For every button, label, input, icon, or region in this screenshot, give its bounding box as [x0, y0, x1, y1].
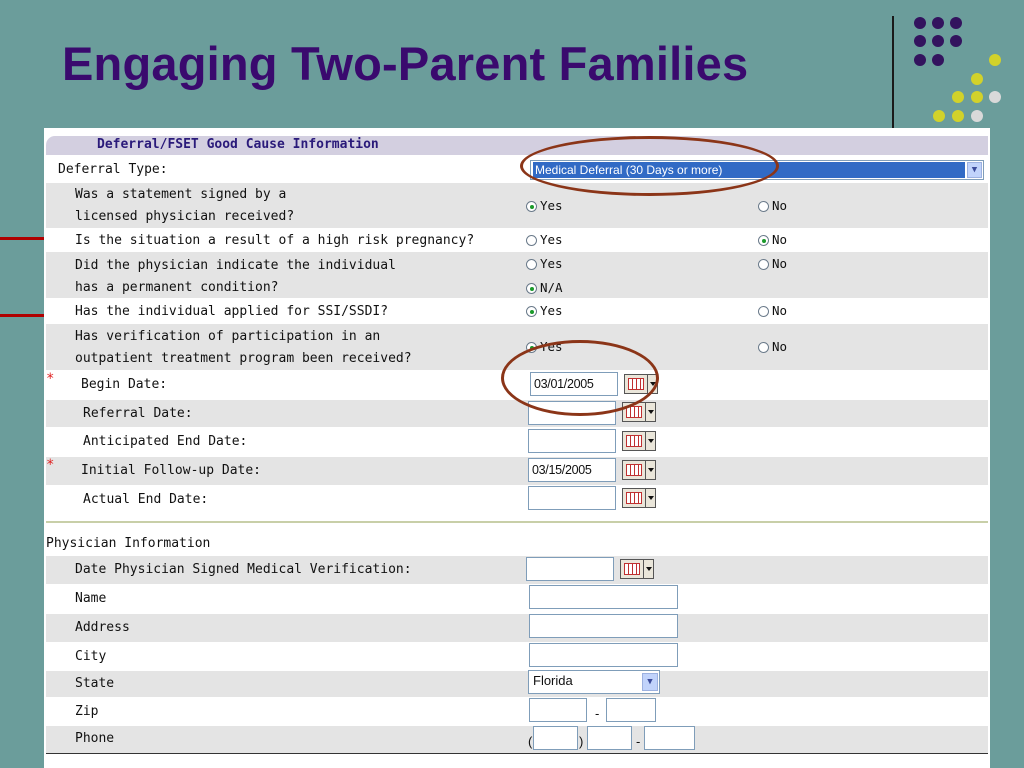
date-row-actual-end: [46, 486, 988, 514]
radio-na[interactable]: N/A: [526, 281, 563, 295]
calendar-icon[interactable]: [622, 460, 656, 480]
radio-no[interactable]: No: [758, 304, 787, 318]
date-row-referral: [46, 400, 988, 427]
field-label: Name: [75, 591, 107, 606]
radio-yes[interactable]: Yes: [526, 340, 563, 354]
referral-date-input[interactable]: [528, 401, 616, 425]
deferral-type-dropdown[interactable]: [530, 160, 984, 180]
date-label: Referral Date:: [83, 406, 193, 421]
physician-signed-date-input[interactable]: [526, 557, 614, 581]
question-label: outpatient treatment program been received?: [75, 351, 412, 366]
physician-phone-row: [46, 726, 988, 753]
question-row-outpatient: [46, 324, 988, 370]
radio-no[interactable]: No: [758, 340, 787, 354]
physician-zip-row: [46, 698, 988, 726]
field-label: Address: [75, 620, 130, 635]
state-value: Florida: [533, 673, 573, 688]
slide-title: Engaging Two-Parent Families: [62, 37, 749, 90]
deferral-type-value: Medical Deferral (30 Days or more): [533, 162, 965, 178]
phone-open-paren: (: [528, 734, 533, 749]
required-marker: *: [46, 457, 55, 473]
radio-yes[interactable]: Yes: [526, 257, 563, 271]
radio-yes[interactable]: Yes: [526, 304, 563, 318]
field-label: Date Physician Signed Medical Verification:: [75, 562, 412, 577]
question-label: has a permanent condition?: [75, 280, 279, 295]
state-select[interactable]: [528, 670, 660, 694]
calendar-icon[interactable]: [620, 559, 654, 579]
physician-city-row: [46, 643, 988, 671]
radio-empty-icon: [758, 306, 769, 317]
decorative-dot-pattern: [914, 17, 1014, 127]
radio-yes[interactable]: Yes: [526, 233, 563, 247]
question-row-permanent-condition: [46, 252, 988, 298]
radio-no[interactable]: No: [758, 199, 787, 213]
anticipated-end-date-input[interactable]: [528, 429, 616, 453]
question-row-pregnancy: [46, 229, 988, 251]
date-row-begin: [46, 371, 988, 399]
question-label: Has verification of participation in an: [75, 329, 381, 344]
phone-line-input[interactable]: [644, 726, 695, 750]
field-label: Zip: [75, 704, 99, 719]
physician-name-input[interactable]: [529, 585, 678, 609]
actual-end-date-input[interactable]: [528, 486, 616, 510]
question-label: Was a statement signed by a: [75, 187, 287, 202]
date-label: Begin Date:: [81, 377, 168, 392]
field-label: Phone: [75, 731, 115, 746]
physician-state-row: [46, 671, 988, 697]
radio-selected-icon: [526, 306, 537, 317]
physician-city-input[interactable]: [529, 643, 678, 667]
radio-selected-icon: [526, 201, 537, 212]
zip-separator: -: [595, 706, 600, 721]
zip-extension-input[interactable]: [606, 698, 656, 722]
deferral-type-label: Deferral Type:: [58, 162, 168, 177]
physician-address-input[interactable]: [529, 614, 678, 638]
radio-empty-icon: [526, 235, 537, 246]
form-bottom-border: [46, 753, 988, 754]
begin-date-input[interactable]: 03/01/2005: [530, 372, 618, 396]
field-label: State: [75, 676, 115, 691]
physician-signed-row: [46, 556, 988, 584]
physician-section-heading: Physician Information: [46, 536, 211, 551]
section-divider: [46, 521, 988, 523]
zip-input[interactable]: [529, 698, 587, 722]
radio-no[interactable]: No: [758, 233, 787, 247]
deferral-form: [44, 128, 990, 768]
section-title: Deferral/FSET Good Cause Information: [97, 137, 379, 152]
radio-selected-icon: [758, 235, 769, 246]
question-label: licensed physician received?: [75, 209, 295, 224]
phone-close-paren: ): [579, 734, 584, 749]
required-marker: *: [46, 371, 55, 387]
chevron-down-icon[interactable]: ▼: [967, 162, 982, 178]
radio-no[interactable]: No: [758, 257, 787, 271]
question-label: Has the individual applied for SSI/SSDI?: [75, 304, 389, 319]
calendar-icon[interactable]: [622, 488, 656, 508]
date-label: Initial Follow-up Date:: [81, 463, 262, 478]
question-row-physician-statement: [46, 183, 988, 228]
chevron-down-icon[interactable]: ▼: [642, 673, 658, 691]
radio-empty-icon: [758, 201, 769, 212]
radio-empty-icon: [526, 259, 537, 270]
phone-prefix-input[interactable]: [587, 726, 632, 750]
question-label: Did the physician indicate the individual: [75, 258, 396, 273]
physician-address-row: [46, 614, 988, 642]
date-label: Actual End Date:: [83, 492, 209, 507]
phone-separator: -: [636, 734, 641, 749]
phone-area-code-input[interactable]: [533, 726, 578, 750]
question-label: Is the situation a result of a high risk pregnancy?: [75, 233, 475, 248]
question-row-ssi: [46, 299, 988, 323]
calendar-icon[interactable]: [622, 402, 656, 422]
field-label: City: [75, 649, 107, 664]
physician-name-row: [46, 585, 988, 613]
section-header: [46, 136, 988, 155]
initial-follow-up-date-input[interactable]: 03/15/2005: [528, 458, 616, 482]
radio-selected-icon: [526, 342, 537, 353]
radio-empty-icon: [758, 342, 769, 353]
calendar-icon[interactable]: [622, 431, 656, 451]
date-label: Anticipated End Date:: [83, 434, 248, 449]
date-row-initial-follow-up: [46, 457, 988, 485]
radio-yes[interactable]: Yes: [526, 199, 563, 213]
radio-selected-icon: [526, 283, 537, 294]
date-row-anticipated-end: [46, 428, 988, 456]
calendar-icon[interactable]: [624, 374, 658, 394]
title-divider: [892, 16, 894, 128]
radio-empty-icon: [758, 259, 769, 270]
